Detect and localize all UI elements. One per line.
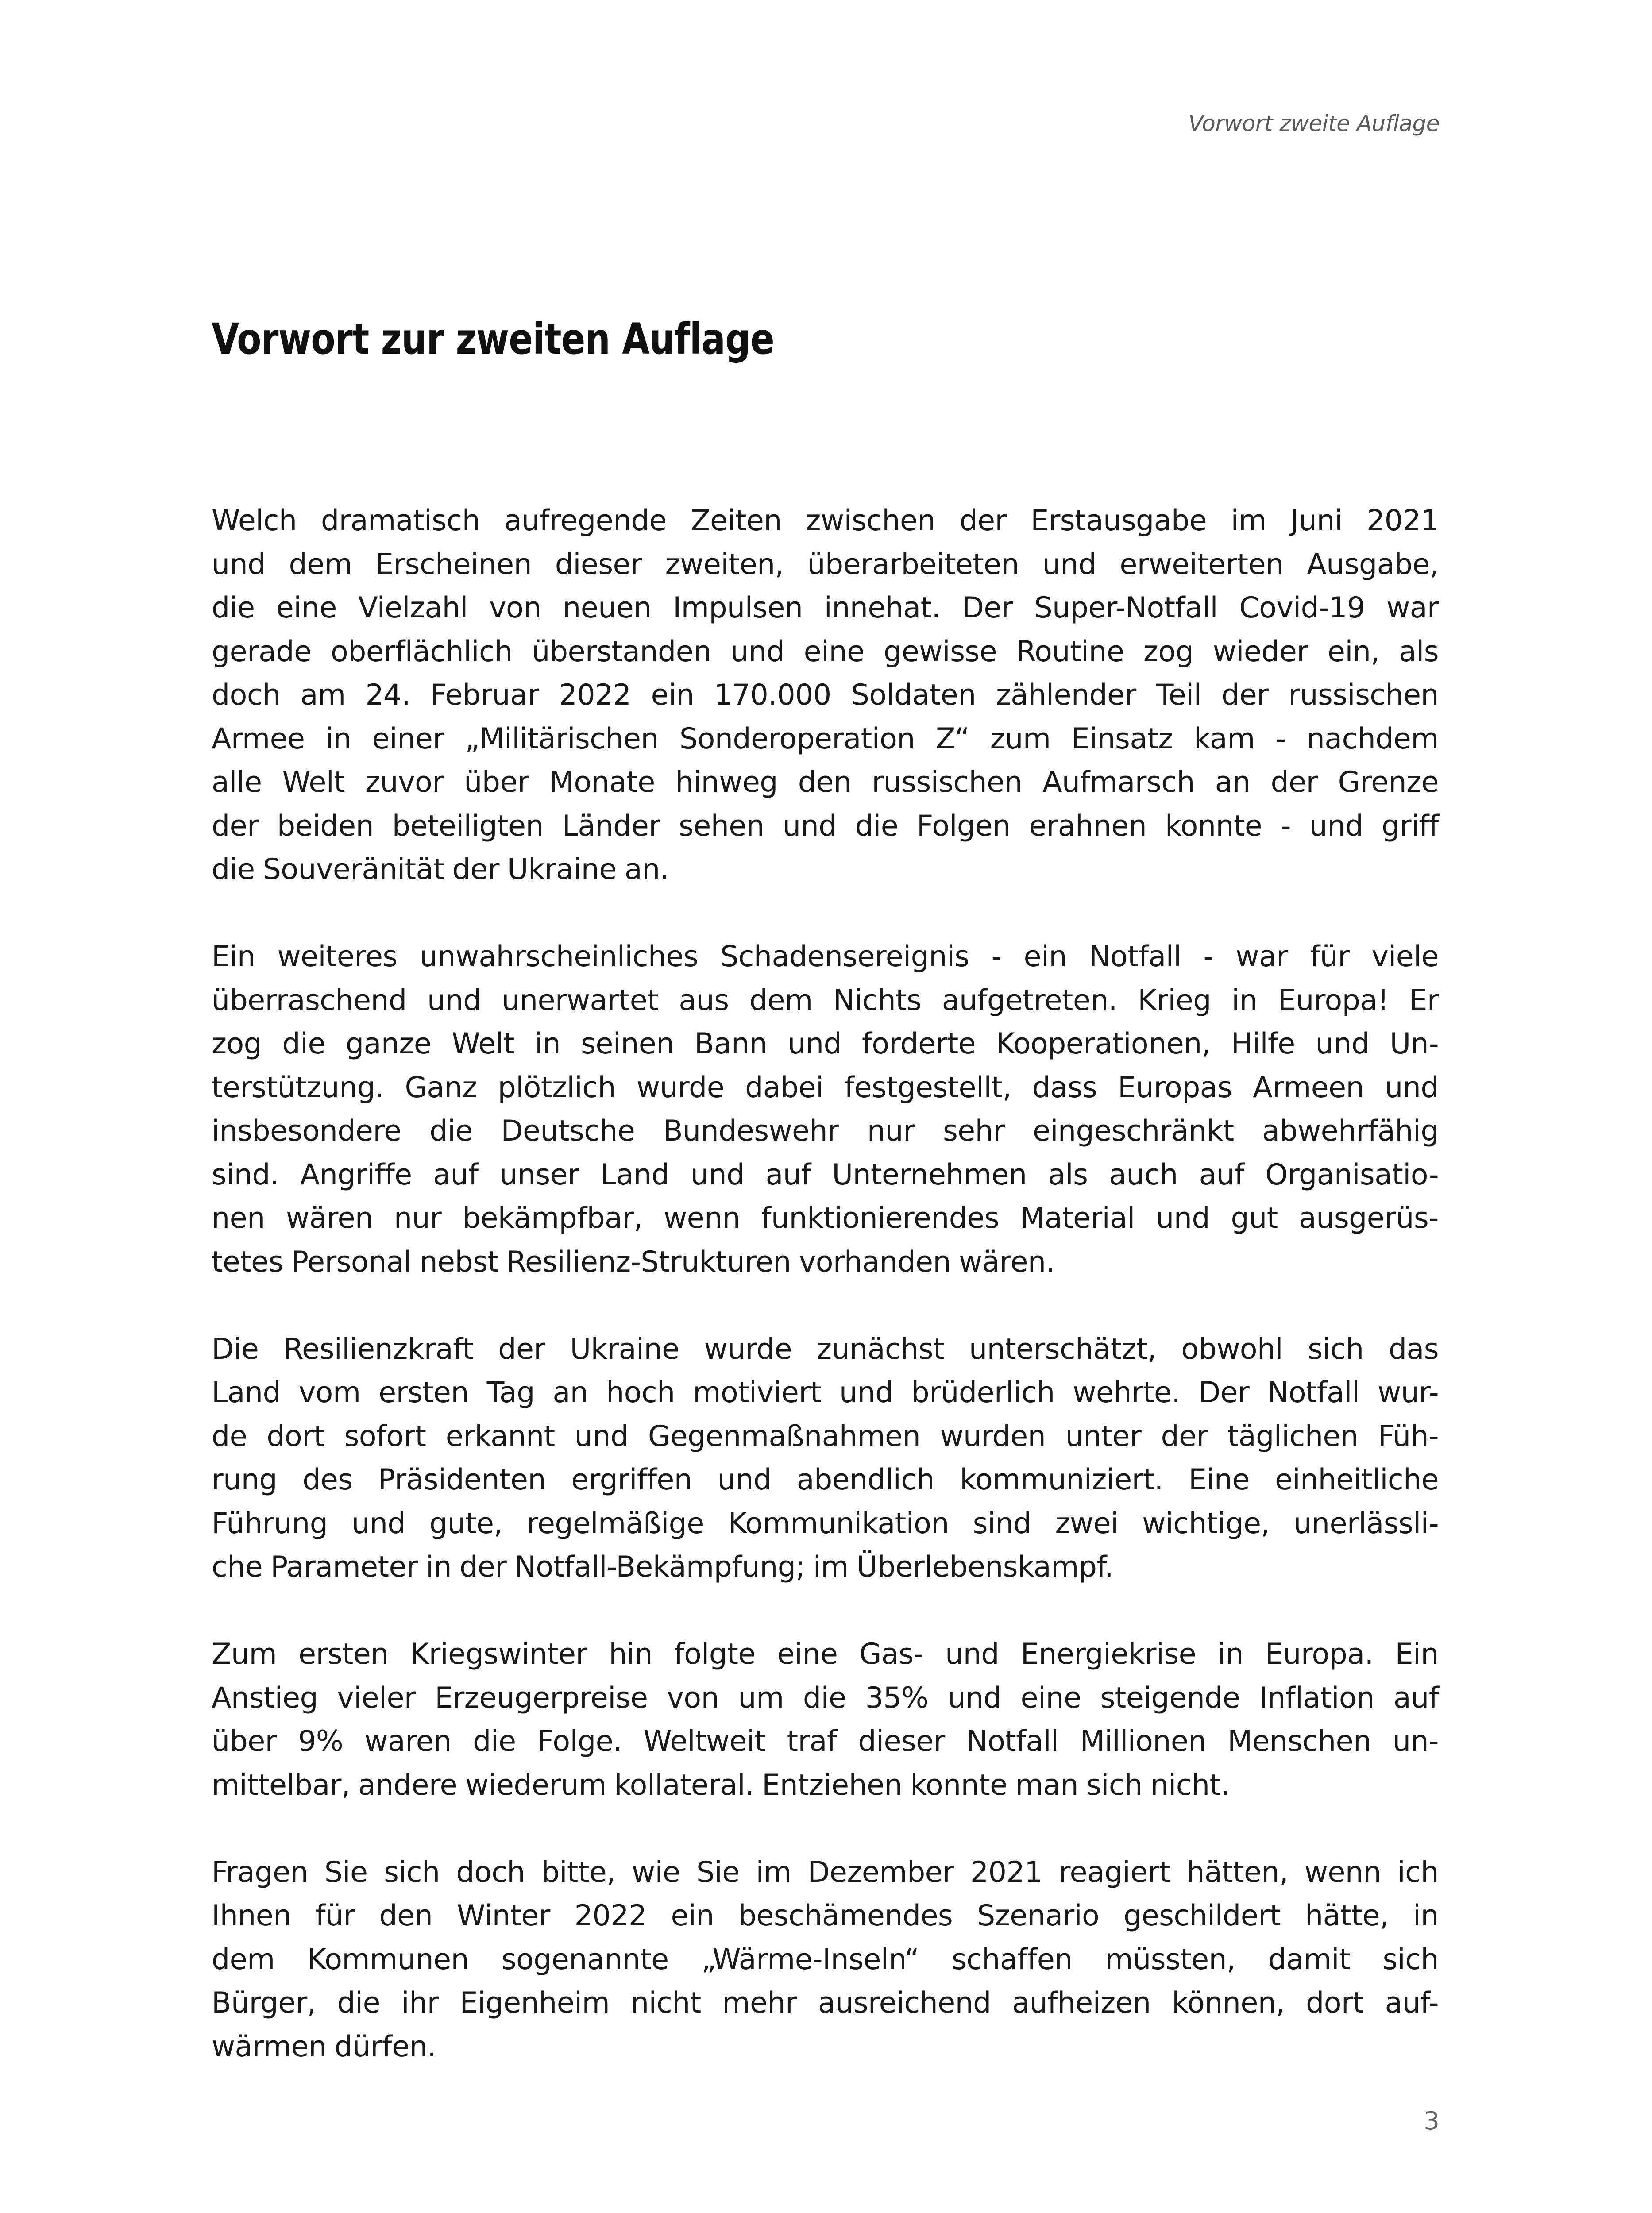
paragraph-2-line: überraschend und unerwartet aus dem Nichts aufgetreten. Krieg in Europa! Er [212, 983, 1439, 1017]
paragraph-2-line: tetes Personal nebst Resilienz-Strukturen vorhanden wären. [212, 1245, 1055, 1279]
paragraph-2-line: zog die ganze Welt in seinen Bann und forderte Kooperationen, Hilfe und Un- [212, 1027, 1439, 1060]
paragraph-gap [212, 1589, 1439, 1633]
paragraph-1-line: der beiden beteiligten Länder sehen und die Folgen erahnen konnte - und griff [212, 809, 1439, 843]
paragraph-1-line: die Souveränität der Ukraine an. [212, 853, 669, 886]
paragraph-4-line: mittelbar, andere wiederum kollateral. Entziehen konnte man sich nicht. [212, 1768, 1230, 1802]
paragraph-4-line: über 9% waren die Folge. Weltweit traf dieser Notfall Millionen Menschen un- [212, 1725, 1439, 1758]
paragraph-1-line: alle Welt zuvor über Monate hinweg den russischen Aufmarsch an der Grenze [212, 766, 1439, 799]
paragraph-2-line: terstützung. Ganz plötzlich wurde dabei festgestellt, dass Europas Armeen und [212, 1071, 1439, 1104]
paragraph-3-line: che Parameter in der Notfall-Bekämpfung; im Überlebenskampf. [212, 1550, 1114, 1584]
page-number: 3 [1424, 2107, 1440, 2136]
page-title: Vorwort zur zweiten Auflage [212, 314, 774, 364]
paragraph-2-line: insbesondere die Deutsche Bundeswehr nur sehr eingeschränkt abwehrfähig [212, 1114, 1439, 1148]
paragraph-gap [212, 1807, 1439, 1851]
paragraph-4-line: Anstieg vieler Erzeugerpreise von um die 35% und eine steigende Inflation auf [212, 1681, 1439, 1715]
paragraph-1-line: Armee in einer „Militärischen Sonderoperation Z“ zum Einsatz kam - nachdem [212, 722, 1439, 756]
paragraph-2-line: Ein weiteres unwahrscheinliches Schadensereignis - ein Notfall - war für viele [212, 940, 1439, 973]
paragraph-5-line: Ihnen für den Winter 2022 ein beschämendes Szenario geschildert hätte, in [212, 1899, 1439, 1932]
paragraph-2-line: nen wären nur bekämpfbar, wenn funktionierendes Material und gut ausgerüs- [212, 1202, 1439, 1235]
paragraph-5-line: dem Kommunen sogenannte „Wärme-Inseln“ schaffen müssten, damit sich [212, 1943, 1439, 1976]
paragraph-5-line: Bürger, die ihr Eigenheim nicht mehr ausreichend aufheizen können, dort auf- [212, 1986, 1439, 2020]
paragraph-5-line: wärmen dürfen. [212, 2030, 436, 2063]
paragraph-3-line: Land vom ersten Tag an hoch motiviert und brüderlich wehrte. Der Notfall wur- [212, 1376, 1439, 1409]
paragraph-1-line: und dem Erscheinen dieser zweiten, überarbeiteten und erweiterten Ausgabe, [212, 547, 1439, 581]
paragraph-1-line: die eine Vielzahl von neuen Impulsen innehat. Der Super-Notfall Covid-19 war [212, 591, 1439, 625]
paragraph-gap [212, 892, 1439, 936]
paragraph-2-line: sind. Angriffe auf unser Land und auf Unternehmen als auch auf Organisatio- [212, 1158, 1439, 1191]
paragraph-4-line: Zum ersten Kriegswinter hin folgte eine Gas- und Energiekrise in Europa. Ein [212, 1638, 1439, 1671]
running-header: Vorwort zweite Auflage [1188, 111, 1440, 136]
paragraph-3-line: de dort sofort erkannt und Gegenmaßnahmen wurden unter der täglichen Füh- [212, 1419, 1439, 1453]
paragraph-1-line: doch am 24. Februar 2022 ein 170.000 Soldaten zählender Teil der russischen [212, 679, 1439, 712]
paragraph-5-line: Fragen Sie sich doch bitte, wie Sie im Dezember 2021 reagiert hätten, wenn ich [212, 1855, 1439, 1889]
paragraph-3-line: rung des Präsidenten ergriffen und abendlich kommuniziert. Eine einheitliche [212, 1463, 1439, 1496]
paragraph-gap [212, 1284, 1439, 1328]
paragraph-1-line: Welch dramatisch aufregende Zeiten zwischen der Erstausgabe im Juni 2021 [212, 504, 1439, 537]
paragraph-3-line: Führung und gute, regelmäßige Kommunikation sind zwei wichtige, unerlässli- [212, 1507, 1439, 1540]
body-text [212, 499, 1439, 2069]
paragraph-3-line: Die Resilienzkraft der Ukraine wurde zunächst unterschätzt, obwohl sich das [212, 1332, 1439, 1366]
paragraph-1-line: gerade oberflächlich überstanden und eine gewisse Routine zog wieder ein, als [212, 635, 1439, 668]
